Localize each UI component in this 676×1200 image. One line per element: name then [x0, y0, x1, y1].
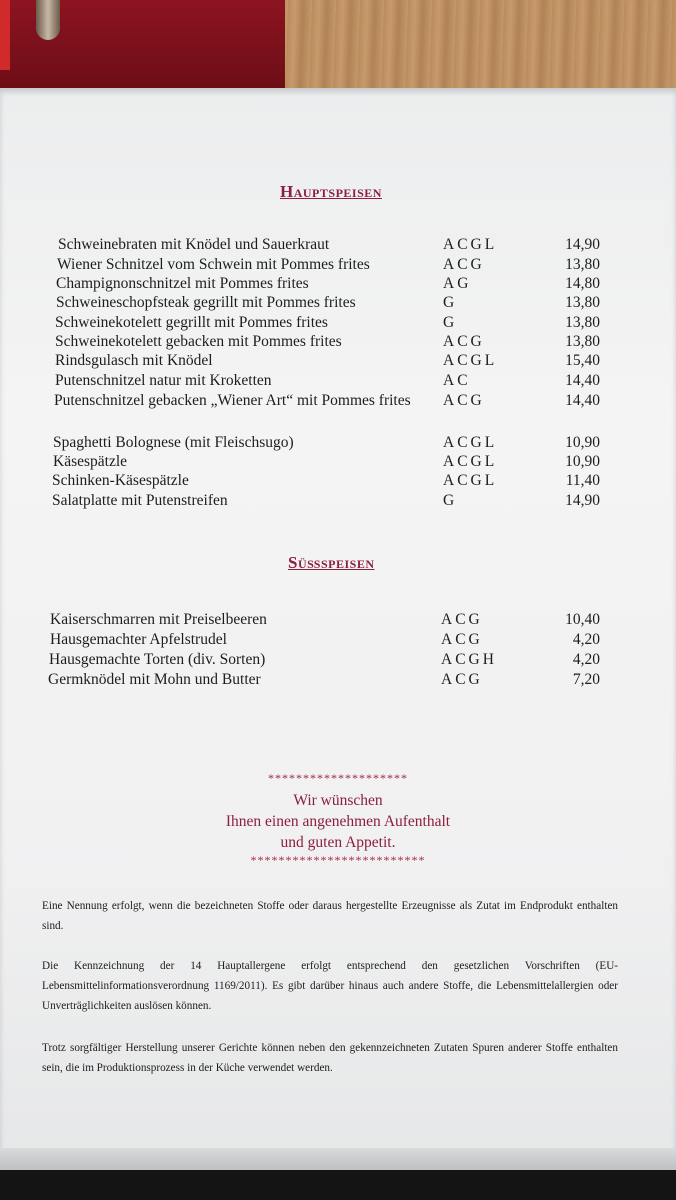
menu-item: [0, 256, 676, 276]
price: 13,80: [565, 333, 600, 350]
section-title-dessert: Süßspeisen: [288, 553, 375, 572]
allergen-codes: ACG: [441, 631, 483, 648]
dish-name: Schweinekotelett gebacken mit Pommes frites: [55, 333, 342, 350]
closing-line-2: Ihnen einen angenehmen Aufenthalt: [225, 813, 451, 830]
dish-name: Hausgemachte Torten (div. Sorten): [49, 651, 266, 668]
menu-binder-edge: [0, 1148, 676, 1170]
red-object: [0, 0, 10, 70]
menu-item: [0, 492, 676, 512]
dish-name: Käsespätzle: [53, 453, 128, 470]
price: 14,90: [565, 492, 600, 509]
allergen-codes: G: [443, 314, 458, 331]
allergen-codes: ACG: [443, 392, 485, 409]
allergen-note-2: Die Kennzeichnung der 14 Hauptallergene erfolgt entsprechend den gesetzlichen Vorschriften (EU-Lebensmittelinformationsverordnung 1169/2011). Es gibt darüber hinaus auch andere Stoffe, die Lebensmittelallergien oder Unverträglichkeiten auslösen können.: [42, 960, 618, 1012]
dish-name: Schinken-Käsespätzle: [52, 472, 189, 489]
price: 10,90: [565, 434, 600, 451]
menu-item: [0, 333, 676, 353]
dish-name: Wiener Schnitzel vom Schwein mit Pommes frites: [57, 256, 370, 273]
allergen-codes: ACGL: [443, 472, 498, 489]
menu-item: [0, 392, 676, 412]
allergen-note-1: Eine Nennung erfolgt, wenn die bezeichneten Stoffe oder daraus hergestellte Erzeugnisse als Zutat im Endprodukt enthalten sind.: [42, 900, 618, 932]
price: 14,40: [565, 392, 600, 409]
price: 14,40: [565, 372, 600, 389]
allergen-codes: G: [443, 492, 458, 509]
menu-item: [0, 434, 676, 454]
allergen-codes: G: [443, 294, 458, 311]
menu-item: [0, 611, 676, 631]
cutlery: [36, 0, 60, 40]
price: 15,40: [565, 352, 600, 369]
price: 13,80: [565, 314, 600, 331]
price: 7,20: [572, 671, 600, 688]
price: 10,40: [565, 611, 600, 628]
allergen-note-3: Trotz sorgfältiger Herstellung unserer Gerichte können neben den gekennzeichneten Zutaten Spuren anderer Stoffe enthalten sein, die im Produktionsprozess in der Küche verwendet werden.: [42, 1042, 618, 1074]
allergen-codes: AC: [443, 372, 471, 389]
price: 4,20: [572, 651, 600, 668]
menu-item: [0, 372, 676, 392]
menu-item: [0, 671, 676, 691]
decorative-stars-top: ********************: [268, 771, 408, 785]
dish-name: Spaghetti Bolognese (mit Fleischsugo): [53, 434, 294, 451]
dish-name: Schweinekotelett gegrillt mit Pommes frites: [55, 314, 328, 331]
closing-line-1: Wir wünschen: [293, 792, 383, 809]
menu-item: [0, 314, 676, 334]
menu-item: [0, 651, 676, 671]
allergen-codes: AG: [443, 275, 472, 292]
price: 14,90: [565, 236, 600, 253]
allergen-codes: ACG: [441, 611, 483, 628]
allergen-codes: ACGL: [443, 453, 498, 470]
menu-item: [0, 453, 676, 473]
menu-item: [0, 294, 676, 314]
closing-line-3: und guten Appetit.: [280, 834, 396, 851]
dish-name: Rindsgulasch mit Knödel: [55, 352, 213, 369]
allergen-codes: ACG: [441, 671, 483, 688]
menu-item: [0, 352, 676, 372]
dish-name: Schweinebraten mit Knödel und Sauerkraut: [58, 236, 330, 253]
menu-item: [0, 472, 676, 492]
menu-item: [0, 275, 676, 295]
decorative-stars-bottom: *************************: [250, 853, 426, 867]
allergen-codes: ACG: [443, 256, 485, 273]
allergen-codes: ACG: [443, 333, 485, 350]
dish-name: Putenschnitzel natur mit Kroketten: [55, 372, 272, 389]
allergen-codes: ACGL: [443, 236, 498, 253]
price: 14,80: [565, 275, 600, 292]
menu-item: [0, 631, 676, 651]
price: 10,90: [565, 453, 600, 470]
dish-name: Champignonschnitzel mit Pommes frites: [56, 275, 309, 292]
section-title-main: Hauptspeisen: [280, 182, 382, 201]
price: 13,80: [565, 294, 600, 311]
price: 4,20: [572, 631, 600, 648]
dish-name: Putenschnitzel gebacken „Wiener Art“ mit Pommes frites: [54, 392, 411, 409]
dish-name: Kaiserschmarren mit Preiselbeeren: [50, 611, 267, 628]
dish-name: Germknödel mit Mohn und Butter: [48, 671, 261, 688]
allergen-codes: ACGL: [443, 352, 498, 369]
dish-name: Salatplatte mit Putenstreifen: [52, 492, 228, 509]
allergen-codes: ACGH: [441, 651, 497, 668]
dish-name: Schweineschopfsteak gegrillt mit Pommes frites: [56, 294, 356, 311]
price: 11,40: [565, 472, 600, 489]
allergen-codes: ACGL: [443, 434, 498, 451]
dish-name: Hausgemachter Apfelstrudel: [50, 631, 227, 648]
price: 13,80: [565, 256, 600, 273]
menu-item: [0, 236, 676, 256]
dark-background: [0, 1170, 676, 1200]
